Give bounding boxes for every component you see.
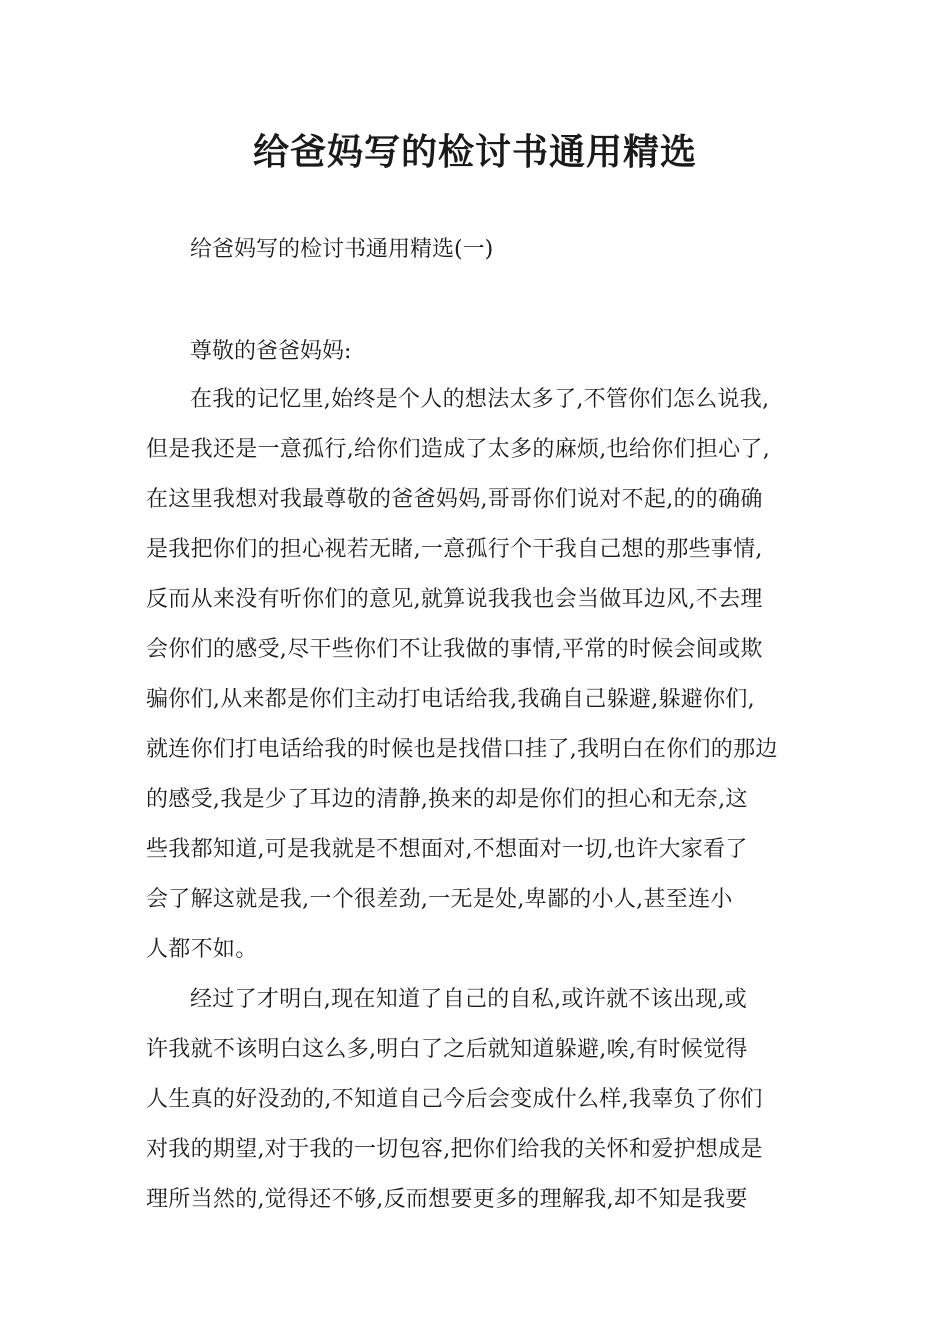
paragraph-line: 经过了才明白,现在知道了自己的自私,或许就不该出现,或	[190, 987, 748, 1012]
paragraph-line: 许我就不该明白这么多,明白了之后就知道躲避,唉,有时候觉得	[146, 1037, 748, 1062]
paragraph-line: 的感受,我是少了耳边的清静,换来的却是你们的担心和无奈,这	[146, 787, 748, 812]
document-subtitle: 给爸妈写的检讨书通用精选(一)	[190, 237, 494, 262]
paragraph-1	[146, 382, 826, 982]
salutation: 尊敬的爸爸妈妈:	[190, 339, 352, 364]
paragraph-line: 人生真的好没劲的,不知道自己今后会变成什么样,我辜负了你们	[146, 1087, 763, 1112]
document-title: 给爸妈写的检讨书通用精选	[252, 132, 697, 173]
paragraph-line: 但是我还是一意孤行,给你们造成了太多的麻烦,也给你们担心了,	[146, 437, 770, 462]
paragraph-line: 人都不如。	[146, 937, 258, 962]
paragraph-line: 对我的期望,对于我的一切包容,把你们给我的关怀和爱护想成是	[146, 1137, 763, 1162]
paragraph-line: 是我把你们的担心视若无睹,一意孤行个干我自己想的那些事情,	[146, 537, 763, 562]
paragraph-line: 就连你们打电话给我的时候也是找借口挂了,我明白在你们的那边	[146, 737, 778, 762]
paragraph-line: 会了解这就是我,一个很差劲,一无是处,卑鄙的小人,甚至连小	[146, 887, 733, 912]
paragraph-line: 理所当然的,觉得还不够,反而想要更多的理解我,却不知是我要	[146, 1187, 748, 1212]
paragraph-line: 在我的记忆里,始终是个人的想法太多了,不管你们怎么说我,	[190, 387, 770, 412]
paragraph-line: 在这里我想对我最尊敬的爸爸妈妈,哥哥你们说对不起,的的确确	[146, 487, 763, 512]
paragraph-2	[146, 982, 826, 1232]
paragraph-line: 骗你们,从来都是你们主动打电话给我,我确自己躲避,躲避你们,	[146, 687, 755, 712]
body-text	[146, 382, 826, 1232]
paragraph-line: 会你们的感受,尽干些你们不让我做的事情,平常的时候会间或欺	[146, 637, 763, 662]
paragraph-line: 反而从来没有听你们的意见,就算说我我也会当做耳边风,不去理	[146, 587, 763, 612]
paragraph-line: 些我都知道,可是我就是不想面对,不想面对一切,也许大家看了	[146, 837, 748, 862]
